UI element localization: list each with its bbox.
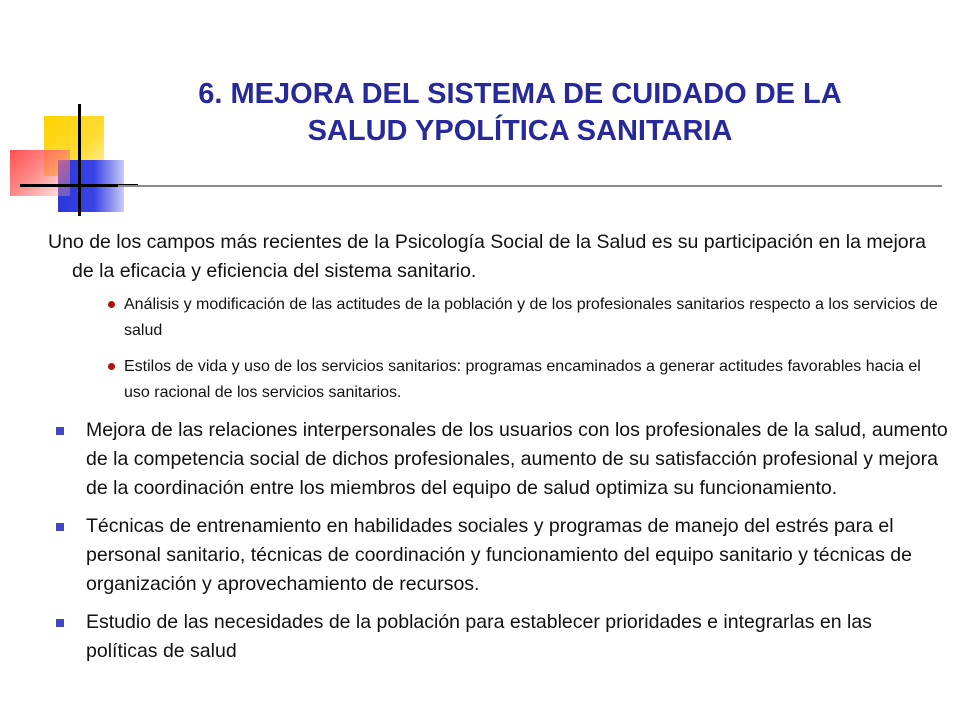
logo-red-square (10, 150, 70, 196)
square-bullet-icon (56, 523, 64, 531)
logo-vertical-line (78, 104, 81, 216)
sub-bullet-item (124, 292, 948, 344)
sub-bullet-text: Estilos de vida y uso de los servicios sanitarios: programas encaminados a generar actitudes favorables hacia el uso racional de los servicios sanitarios. (124, 358, 921, 401)
main-bullet-text: Técnicas de entrenamiento en habilidades sociales y programas de manejo del estrés para el personal sanitario, técnicas de coordinación y funcionamiento del equipo sanitario y técnicas de organización y aprovechamiento de recursos. (86, 515, 912, 595)
slide-title (150, 76, 890, 150)
slide-logo-decoration (0, 0, 140, 220)
title-divider (118, 185, 942, 187)
slide-title-line-1: 6. MEJORA DEL SISTEMA DE CUIDADO DE LA (198, 78, 842, 110)
slide-body (48, 228, 948, 675)
sub-bullet-list (48, 292, 948, 406)
main-bullet-text: Estudio de las necesidades de la población para establecer prioridades e integrarlas en las políticas de salud (86, 611, 872, 662)
slide-title-line-2: SALUD YPOLÍTICA SANITARIA (307, 115, 733, 147)
main-bullet-list (48, 416, 948, 666)
round-bullet-icon (108, 363, 115, 370)
main-bullet-item (86, 512, 948, 599)
sub-bullet-item (124, 354, 948, 406)
square-bullet-icon (56, 427, 64, 435)
intro-paragraph: Uno de los campos más recientes de la Psicología Social de la Salud es su participación en la mejora de la eficacia y eficiencia del sistema sanitario. (48, 231, 926, 282)
main-bullet-text: Mejora de las relaciones interpersonales de los usuarios con los profesionales de la salud, aumento de la competencia social de dichos profesionales, aumento de su satisfacción profesional y mejora de la coordinación entre los miembros del equipo de salud optimiza su funcionamiento. (86, 419, 948, 499)
square-bullet-icon (56, 619, 64, 627)
main-bullet-item (86, 416, 948, 503)
main-bullet-item (86, 608, 948, 666)
sub-bullet-text: Análisis y modificación de las actitudes de la población y de los profesionales sanitarios respecto a los servicios de salud (124, 296, 938, 339)
round-bullet-icon (108, 301, 115, 308)
